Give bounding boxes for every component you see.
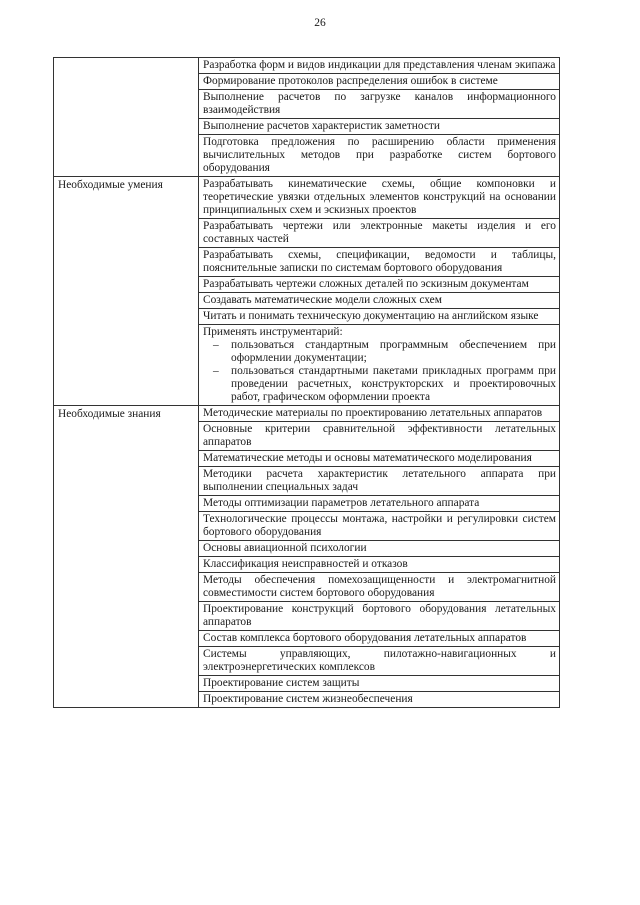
- section-items: [199, 58, 560, 177]
- item-text: Системы управляющих, пилотажно-навигационных и электроэнергетических комплексов: [203, 648, 556, 673]
- item-text: Методики расчета характеристик летательного аппарата при выполнении специальных задач: [203, 468, 556, 493]
- section-items: [199, 406, 560, 708]
- item-text: Методы оптимизации параметров летательного аппарата: [203, 497, 480, 509]
- section-row: [54, 177, 560, 406]
- table-row: [199, 325, 559, 405]
- section-category: Необходимые знания: [54, 406, 199, 708]
- item-text: Технологические процессы монтажа, настройки и регулировки систем бортового оборудования: [203, 513, 556, 538]
- table-row: [199, 219, 559, 248]
- table-row: [199, 512, 559, 541]
- item-text: Разрабатывать схемы, спецификации, ведомости и таблицы, пояснительные записки по системам бортового оборудования: [203, 249, 556, 274]
- table-row: [199, 557, 559, 573]
- item-text: Проектирование конструкций бортового оборудования летательных аппаратов: [203, 603, 556, 628]
- section-category: Необходимые умения: [54, 177, 199, 406]
- item-text: Проектирование систем жизнеобеспечения: [203, 693, 413, 705]
- table-row: [199, 422, 559, 451]
- table-row: [199, 177, 559, 219]
- section-category: [54, 58, 199, 177]
- item-text: Проектирование систем защиты: [203, 677, 360, 689]
- table-row: [199, 248, 559, 277]
- table-row: [199, 309, 559, 325]
- table-row: [199, 631, 559, 647]
- table-row: [199, 90, 559, 119]
- table-row: [199, 647, 559, 676]
- table-row: [199, 676, 559, 692]
- item-text: Методы обеспечения помехозащищенности и электромагнитной совместимости систем бортового оборудования: [203, 574, 556, 599]
- item-text: Выполнение расчетов характеристик заметности: [203, 120, 441, 132]
- table-row: [199, 74, 559, 90]
- item-text: Основные критерии сравнительной эффективности летательных аппаратов: [203, 423, 556, 448]
- table-row: [199, 467, 559, 496]
- page-number: 26: [314, 17, 326, 29]
- item-text: Создавать математические модели сложных схем: [203, 294, 442, 306]
- section-row: [54, 406, 560, 708]
- item-text: Разрабатывать чертежи сложных деталей по эскизным документам: [203, 278, 529, 290]
- item-text: Методические материалы по проектированию летательных аппаратов: [203, 407, 543, 419]
- item-text: Читать и понимать техническую документацию на английском языке: [203, 310, 539, 322]
- table-row: [199, 135, 559, 176]
- list-item: – пользоваться стандартными пакетами прикладных программ при проведении расчетных, конструкторских и проектировочных работ, графическом оформлении проекта: [203, 365, 556, 404]
- item-text: Выполнение расчетов по загрузке каналов информационного взаимодействия: [203, 91, 556, 116]
- table-row: [199, 58, 559, 74]
- table-row: [199, 692, 559, 707]
- table-row: [199, 451, 559, 467]
- list-item: – пользоваться стандартным программным обеспечением при оформлении документации;: [203, 339, 556, 365]
- item-text: Применять инструментарий:: [203, 326, 343, 338]
- section-row: [54, 58, 560, 177]
- item-text: Разрабатывать кинематические схемы, общие компоновки и теоретические увязки отдельных элементов конструкций на основании принципиальных схем и эскизных проектов: [203, 178, 556, 216]
- item-text: Разработка форм и видов индикации для представления членам экипажа: [203, 59, 556, 71]
- item-text: Математические методы и основы математического моделирования: [203, 452, 532, 464]
- table-row: [199, 573, 559, 602]
- item-text: Формирование протоколов распределения ошибок в системе: [203, 75, 498, 87]
- section-items: [199, 177, 560, 406]
- item-text: Основы авиационной психологии: [203, 542, 367, 554]
- bullet-list: [203, 339, 556, 404]
- table-row: [199, 293, 559, 309]
- item-text: Разрабатывать чертежи или электронные макеты изделия и его составных частей: [203, 220, 556, 245]
- table-row: [199, 277, 559, 293]
- item-text: Состав комплекса бортового оборудования летательных аппаратов: [203, 632, 527, 644]
- item-text: Подготовка предложения по расширению области применения вычислительных методов при разработке систем бортового оборудования: [203, 136, 556, 174]
- table-row: [199, 496, 559, 512]
- table-row: [199, 541, 559, 557]
- table-row: [199, 119, 559, 135]
- requirements-table-body: [54, 58, 560, 708]
- table-row: [199, 602, 559, 631]
- table-row: [199, 406, 559, 422]
- requirements-table: [53, 57, 560, 708]
- item-text: Классификация неисправностей и отказов: [203, 558, 408, 570]
